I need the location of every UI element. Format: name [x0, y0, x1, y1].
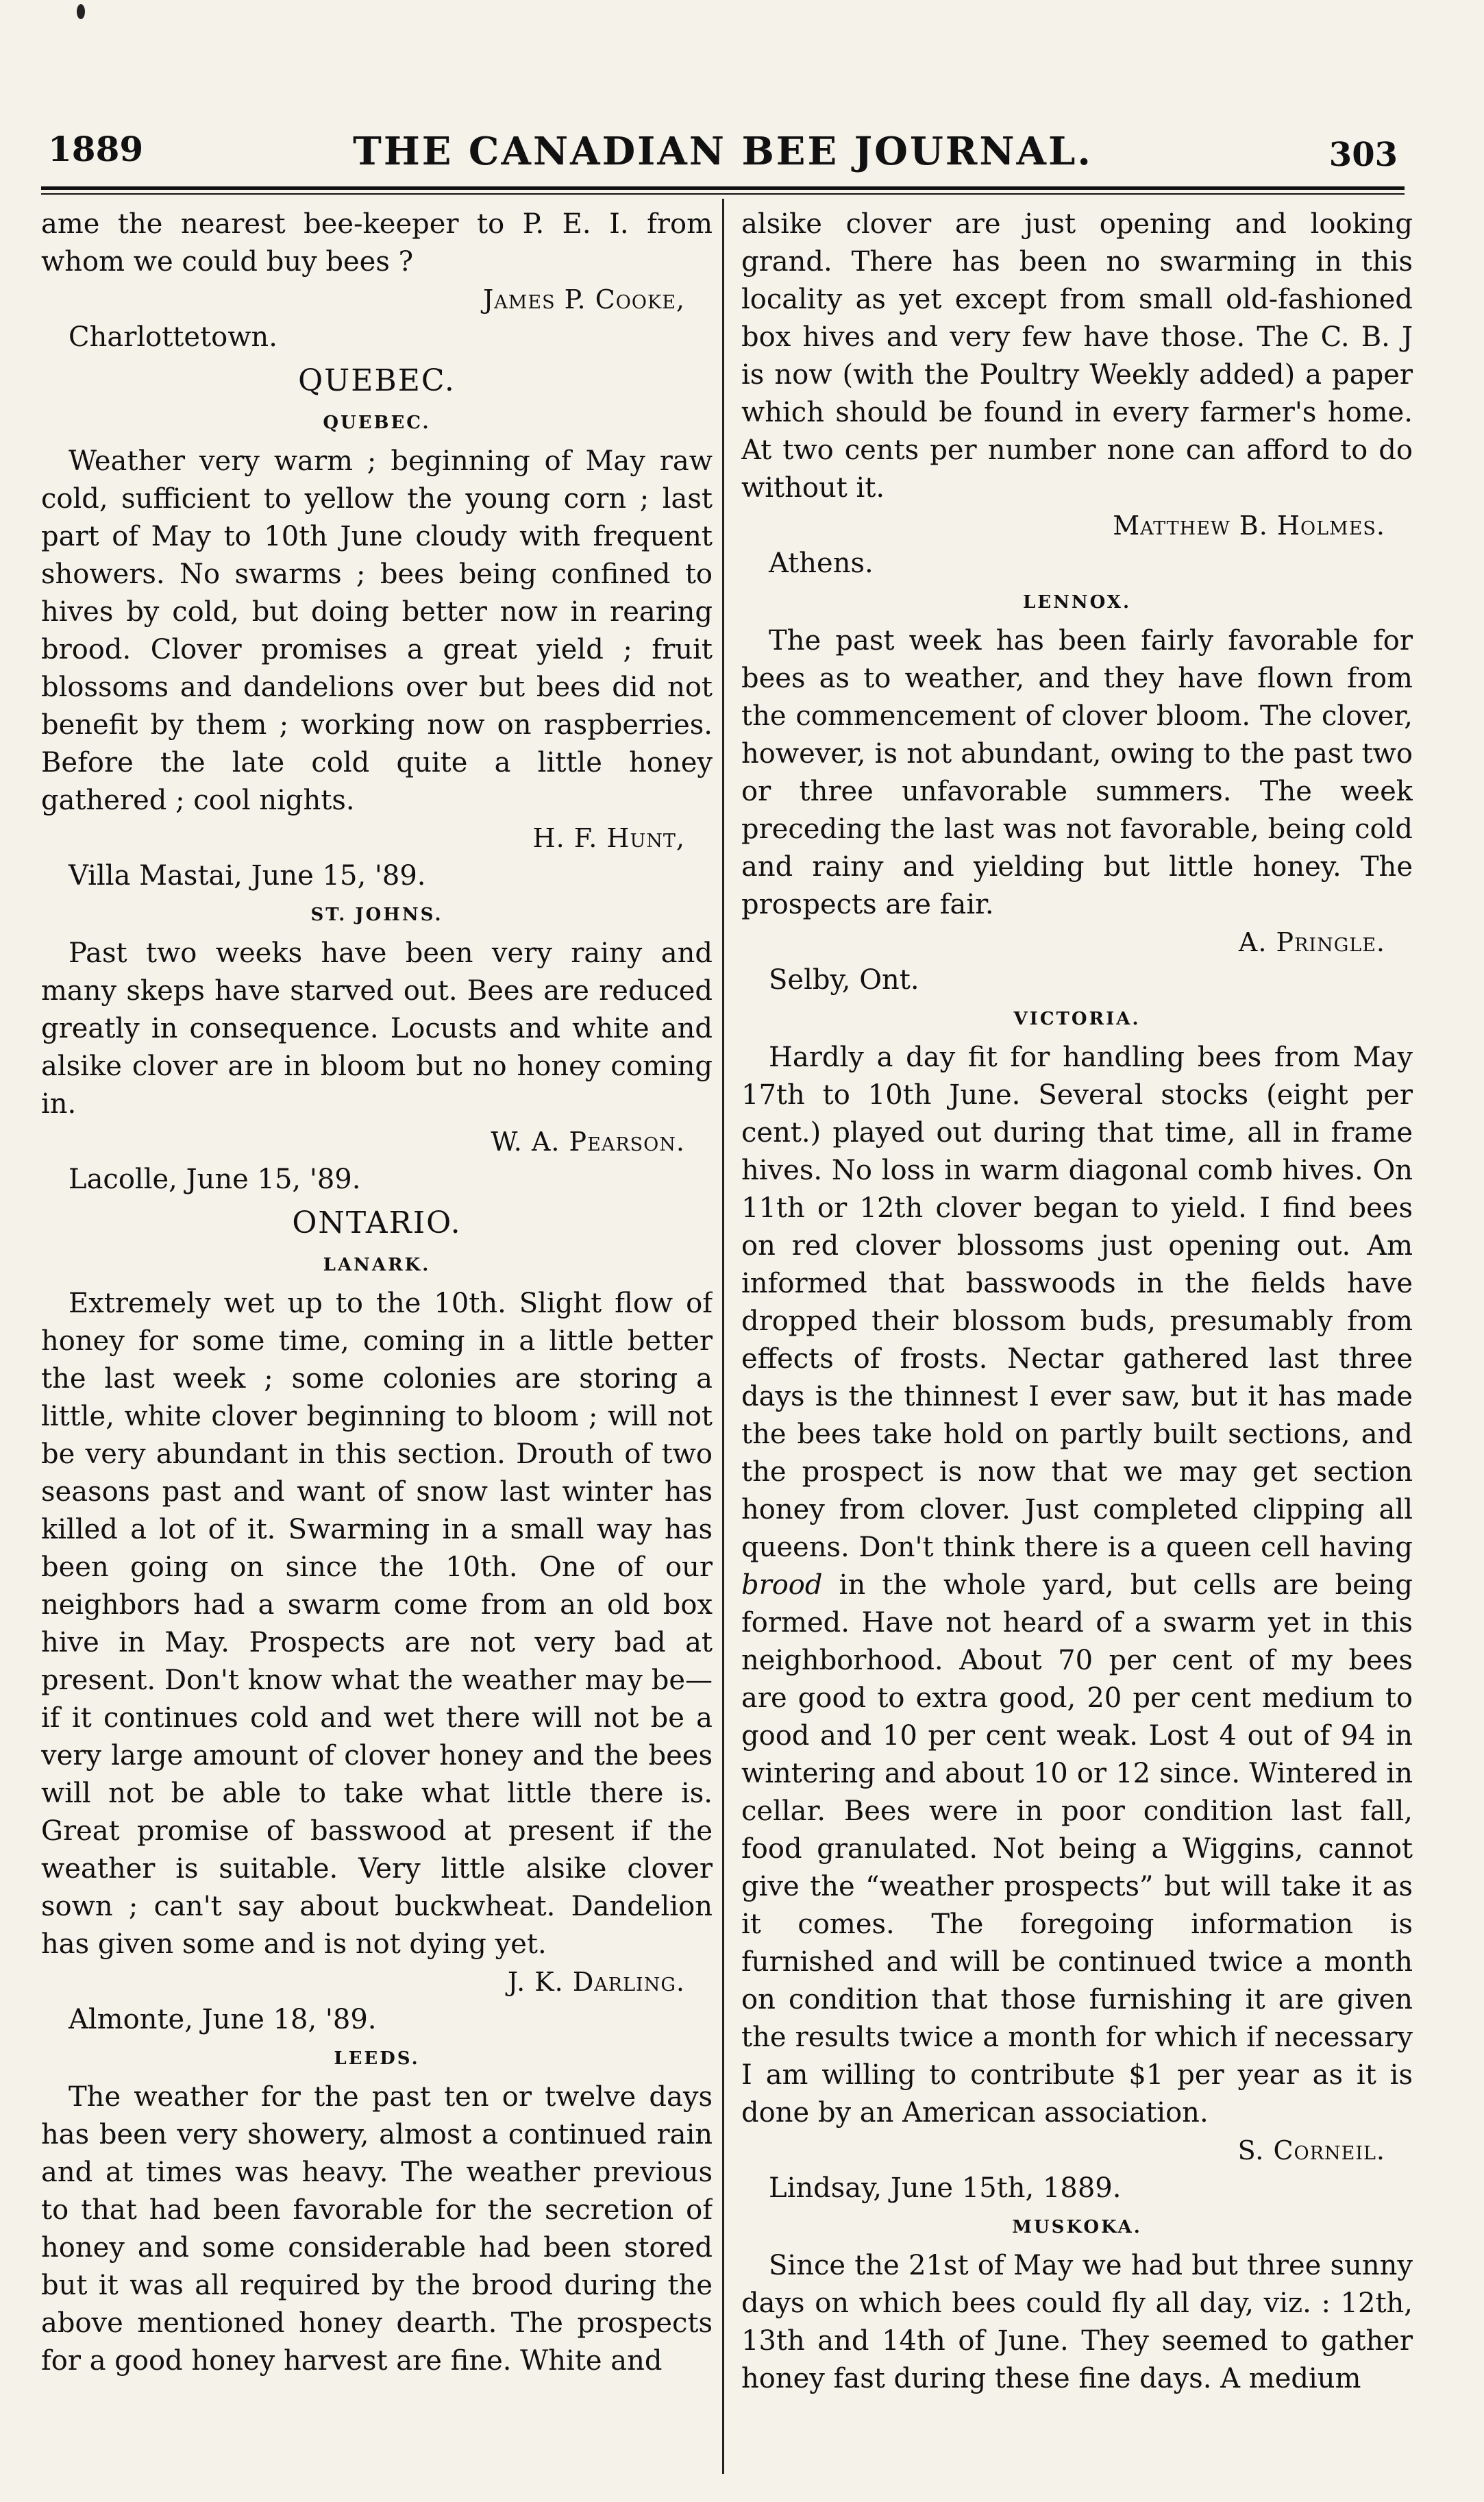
victoria-place: Lindsay, June 15th, 1889.	[769, 2172, 1122, 2204]
st-johns-place: Lacolle, June 15, '89.	[69, 1164, 361, 1195]
victoria-signature: S. Corneil.	[1237, 2135, 1385, 2166]
leeds-signature: Matthew B. Holmes.	[1113, 511, 1385, 541]
victoria-text-after: in the whole yard, but cells are being formed. Have not heard of a swarm yet in this neighborhood. About 70 per cent of my bees are good to extra good, 20 per cent medium to good and 10 per cent weak. Lost 4 out of 94 in wintering and about 10 or 12 since. Wintered in cellar. Bees were in poor condition last fall, food granulated. Not being a Wiggins, cannot give the “weather prospects” but will take it as it comes. The foregoing information is furnished and will be continued twice a month on condition that those furnishing it are given the results twice a month for which if necessary I am willing to contribute $1 per year as it is done by an American association.	[741, 1569, 1413, 2129]
leeds-report-continued: alsike clover are just opening and looking grand. There has been no swarming in this locality as yet except from small old-fashioned box hives and very few have those. The C. B. J is now (with the Poultry Weekly added) a paper which should be found in every farmer's home. At two cents per number none can afford to do without it.	[741, 208, 1413, 504]
subheading-lanark: LANARK.	[323, 1255, 431, 1275]
lennox-place: Selby, Ont.	[769, 964, 919, 996]
ink-speck	[77, 4, 85, 19]
subheading-lennox: LENNOX.	[1022, 592, 1132, 613]
intro-place: Charlottetown.	[69, 321, 277, 353]
victoria-italic-word: brood	[741, 1569, 823, 1601]
leeds-report: The weather for the past ten or twelve days has been very showery, almost a continued rain and at times was heavy. The weather previous to that had been favorable for the secretion of honey and some considerable had been stored but it was all required by the brood during the above mentioned honey dearth. The prospects for a good honey harvest are fine. White and	[41, 2081, 713, 2377]
leeds-place: Athens.	[769, 548, 874, 579]
muskoka-report: Since the 21st of May we had but three sunny days on which bees could fly all day, viz. : 12th, 13th and 14th of June. They seemed to gather honey fast during these fine days. A medium	[741, 2250, 1413, 2394]
section-heading-ontario: ONTARIO.	[292, 1205, 462, 1240]
quebec-place: Villa Mastai, June 15, '89.	[69, 860, 426, 892]
header-rule	[41, 186, 1405, 190]
lanark-place: Almonte, June 18, '89.	[69, 2004, 377, 2035]
subheading-quebec: QUEBEC.	[323, 413, 431, 433]
header-year: 1889	[48, 129, 144, 169]
subheading-st-johns: ST. JOHNS.	[310, 905, 443, 925]
st-johns-report: Past two weeks have been very rainy and many skeps have starved out. Bees are reduced greatly in consequence. Locusts and white and alsike clover are in bloom but no honey coming in.	[41, 937, 713, 1120]
subheading-leeds: LEEDS.	[334, 2048, 420, 2069]
subheading-muskoka: MUSKOKA.	[1012, 2217, 1142, 2237]
right-column	[741, 206, 1413, 2488]
victoria-report	[741, 1039, 1413, 2132]
intro-text: ame the nearest bee-keeper to P. E. I. from whom we could buy bees ?	[41, 208, 713, 278]
section-heading-quebec: QUEBEC.	[298, 363, 456, 398]
quebec-signature: H. F. Hunt,	[532, 823, 685, 853]
lanark-signature: J. K. Darling.	[507, 1967, 685, 1997]
st-johns-signature: W. A. Pearson.	[491, 1127, 685, 1157]
lanark-report: Extremely wet up to the 10th. Slight flow of honey for some time, coming in a little better the last week ; some colonies are storing a little, white clover beginning to bloom ; will not be very abundant in this section. Drouth of two seasons past and want of snow last winter has killed a lot of it. Swarming in a small way has been going on since the 10th. One of our neighbors had a swarm come from an old box hive in May. Prospects are not very bad at present. Don't know what the weather may be—if it continues cold and wet there will not be a very large amount of clover honey and the bees will not be able to take what little there is. Great promise of basswood at present if the weather is suitable. Very little alsike clover sown ; can't say about buckwheat. Dandelion has given some and is not dying yet.	[41, 1288, 713, 1960]
header-rule-thin	[41, 193, 1405, 195]
journal-title: THE CANADIAN BEE JOURNAL.	[353, 129, 1093, 174]
page-number: 303	[1328, 136, 1398, 174]
column-divider	[722, 199, 724, 2474]
intro-signature: James P. Cooke,	[483, 284, 685, 315]
left-column	[41, 206, 713, 2488]
quebec-report: Weather very warm ; beginning of May raw cold, sufficient to yellow the young corn ; last part of May to 10th June cloudy with frequent showers. No swarms ; bees being confined to hives by cold, but doing better now in rearing brood. Clover promises a great yield ; fruit blossoms and dandelions over but bees did not benefit by them ; working now on raspberries. Before the late cold quite a little honey gathered ; cool nights.	[41, 445, 713, 816]
victoria-text-before: Hardly a day fit for handling bees from May 17th to 10th June. Several stocks (eight per cent.) played out during that time, all in frame hives. No loss in warm diagonal comb hives. On 11th or 12th clover began to yield. I find bees on red clover blossoms just opening out. Am informed that basswoods in the fields have dropped their blossom buds, presumably from effects of frosts. Nectar gathered last three days is the thinnest I ever saw, but it has made the bees take hold on partly built sections, and the prospect is now that we may get section honey from clover. Just completed clipping all queens. Don't think there is a queen cell having	[741, 1042, 1413, 1563]
lennox-signature: A. Pringle.	[1238, 927, 1385, 957]
lennox-report: The past week has been fairly favorable for bees as to weather, and they have flown from the commencement of clover bloom. The clover, however, is not abundant, owing to the past two or three unfavorable summers. The week preceding the last was not favorable, being cold and rainy and yielding but little honey. The prospects are fair.	[741, 625, 1413, 920]
page-header	[48, 129, 1398, 184]
subheading-victoria: VICTORIA.	[1013, 1009, 1141, 1029]
